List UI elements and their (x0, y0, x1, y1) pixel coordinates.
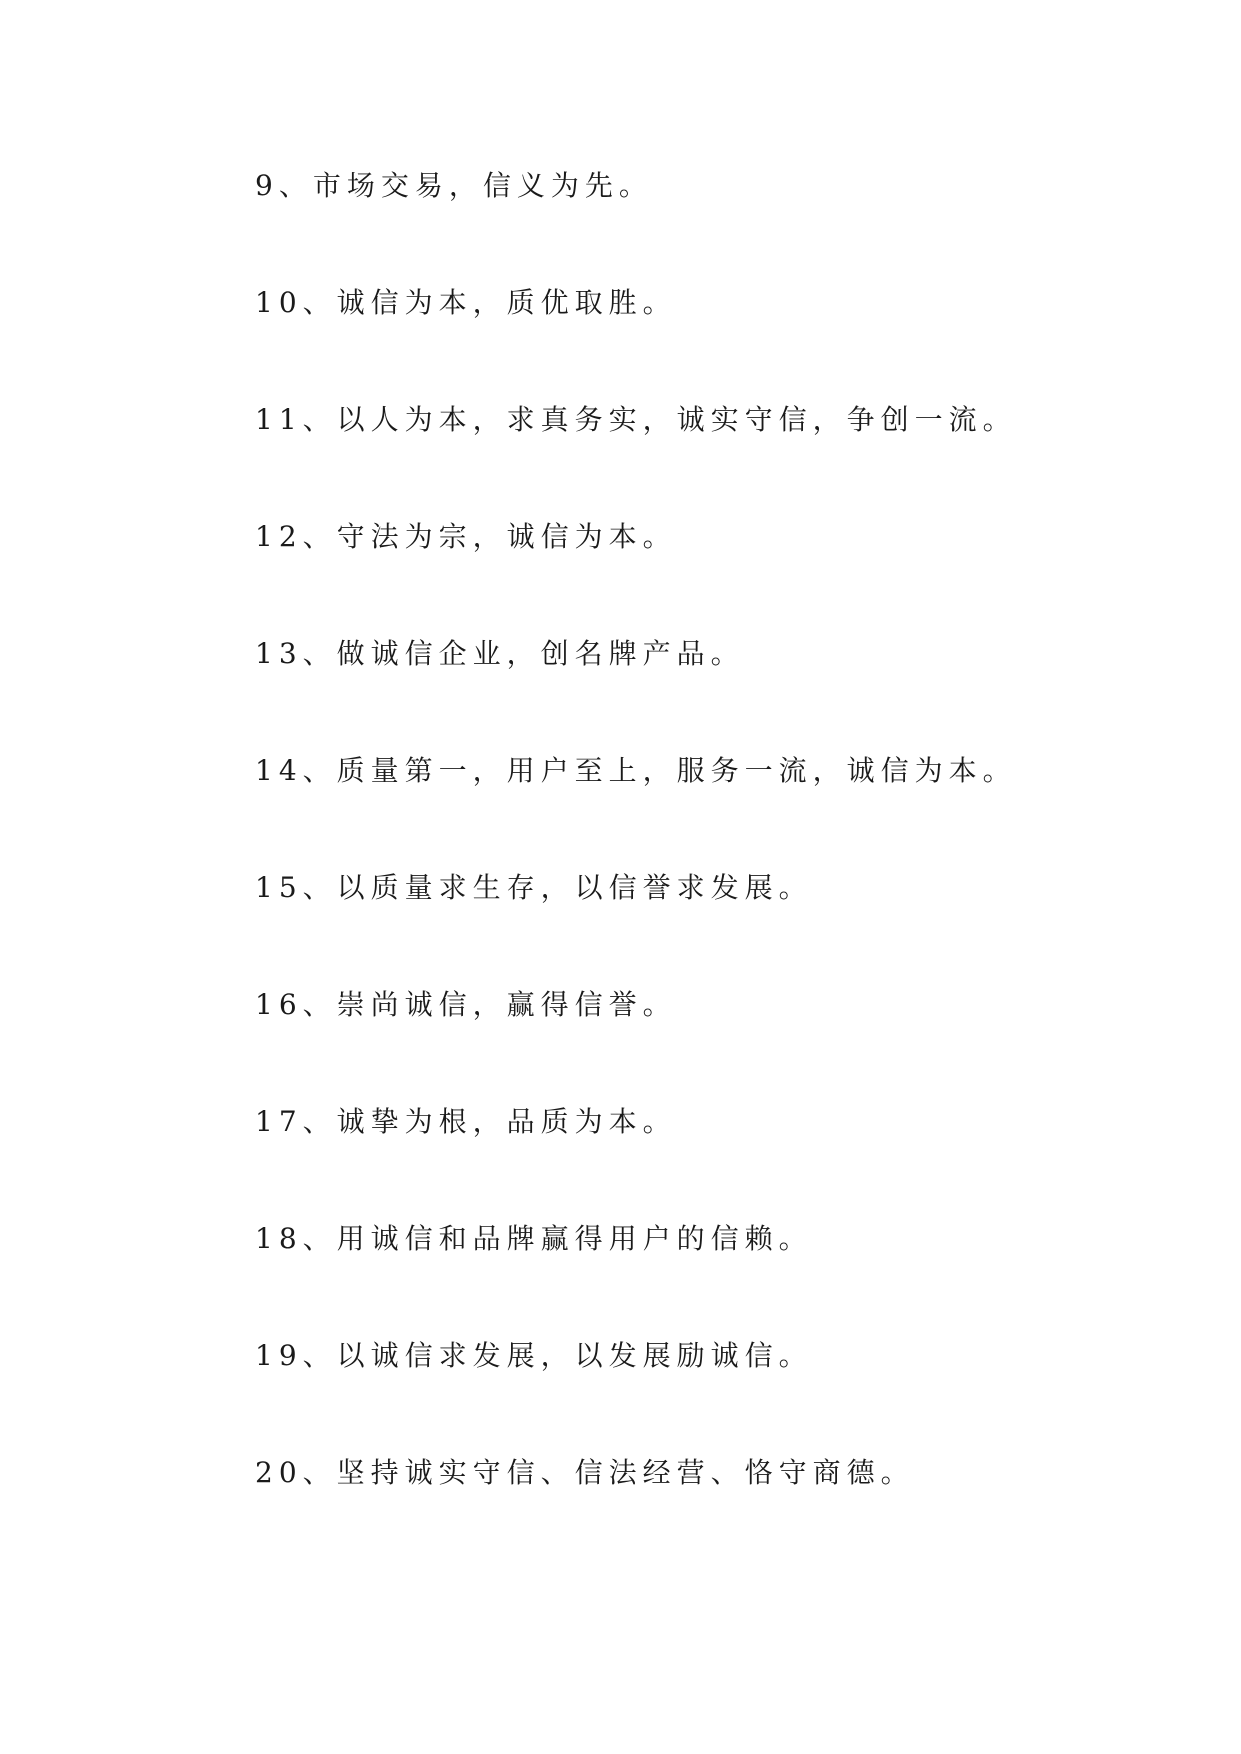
slogan-line-18: 18、用诚信和品牌赢得用户的信赖。 (255, 1222, 813, 1255)
slogan-line-19: 19、以诚信求发展，以发展励诚信。 (255, 1339, 813, 1372)
slogan-line-9: 9、市场交易，信义为先。 (255, 169, 653, 202)
slogan-line-14: 14、质量第一，用户至上，服务一流，诚信为本。 (255, 754, 1017, 787)
slogan-line-15: 15、以质量求生存，以信誉求发展。 (255, 871, 813, 904)
slogan-line-20: 20、坚持诚实守信、信法经营、恪守商德。 (255, 1456, 915, 1489)
slogan-line-13: 13、做诚信企业，创名牌产品。 (255, 637, 745, 670)
slogan-line-17: 17、诚挚为根，品质为本。 (255, 1105, 677, 1138)
slogan-line-16: 16、崇尚诚信，赢得信誉。 (255, 988, 677, 1021)
slogan-line-11: 11、以人为本，求真务实，诚实守信，争创一流。 (255, 403, 1017, 436)
slogan-line-12: 12、守法为宗，诚信为本。 (255, 520, 677, 553)
slogan-line-10: 10、诚信为本，质优取胜。 (255, 286, 677, 319)
